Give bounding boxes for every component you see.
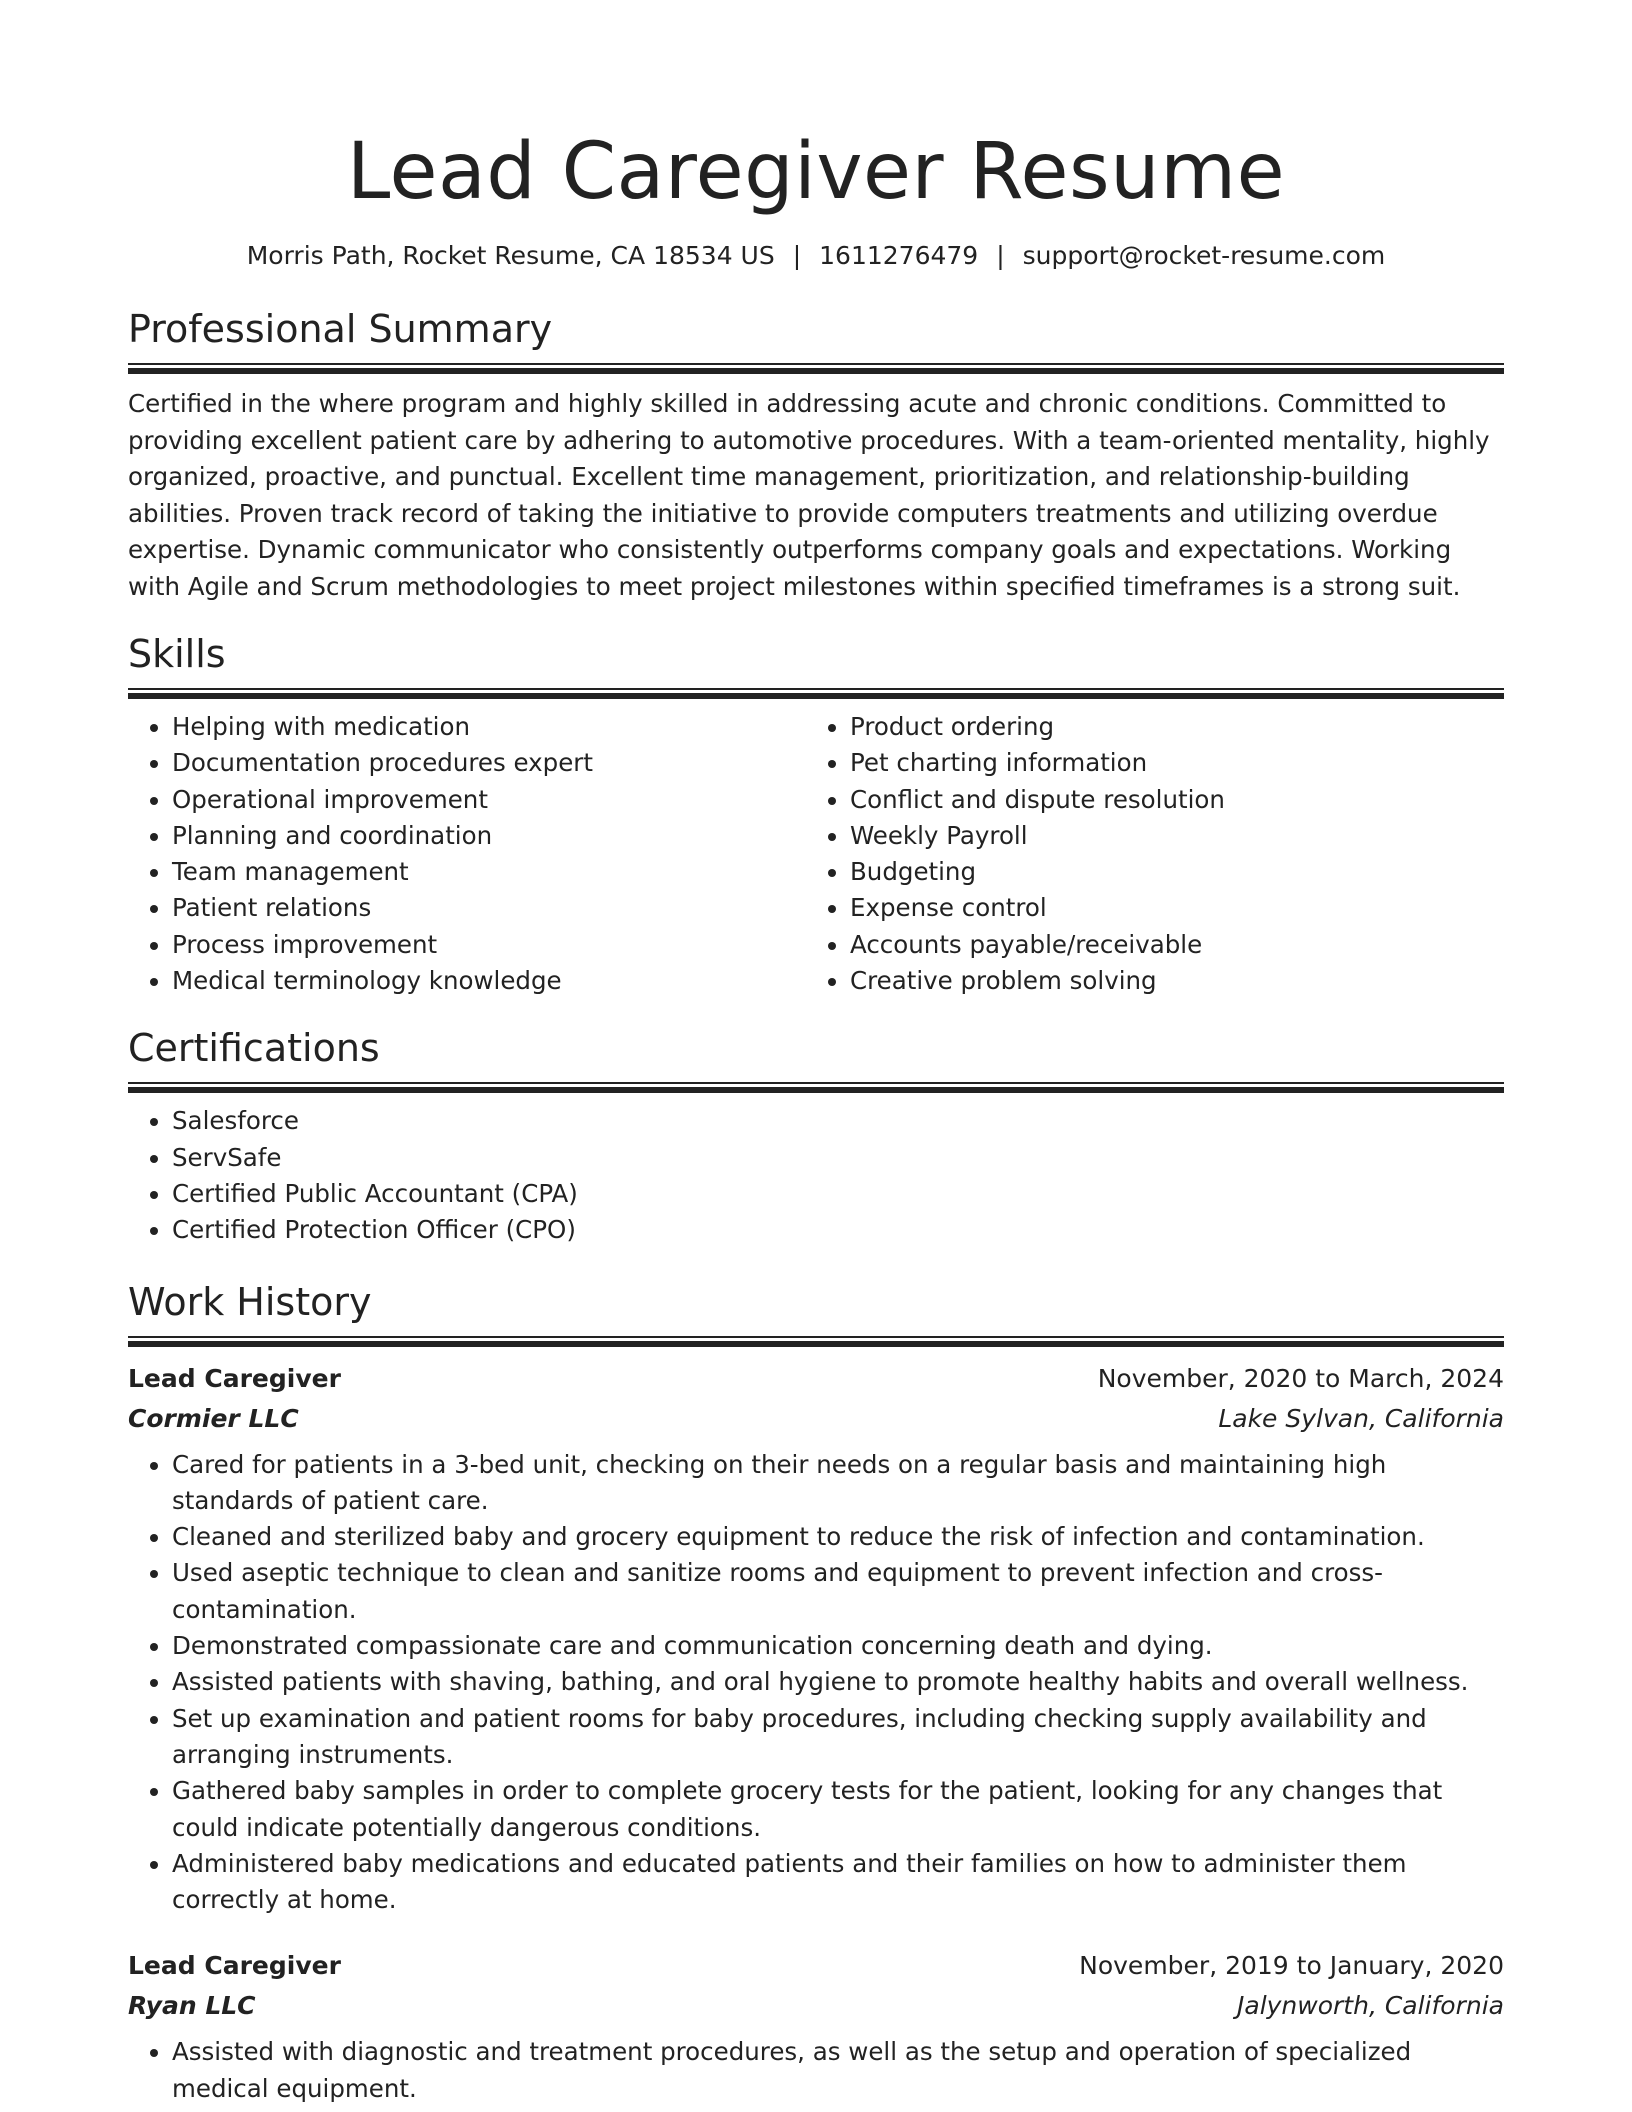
summary-section <box>128 306 1504 605</box>
section-heading: Skills <box>128 632 226 676</box>
summary-text: Certified in the where program and highly skilled in addressing acute and chronic conditions. Committed to providing excellent patient care by adhering to automotive procedures. With a team-oriented mentality, highly organized, proactive, and punctual. Excellent time management, prioritization, and relationship-building abilities. Proven track record of taking the initiative to provide computers treatments and utilizing overdue expertise. Dynamic communicator who consistently outperforms company goals and expectations. Working with Agile and Scrum methodologies to meet project milestones within specified timeframes is a strong suit. <box>128 389 1490 601</box>
job-bullet: • Assisted with diagnostic and treatment procedures, as well as the setup and operation of specialized medical equipment. <box>172 2034 1504 2107</box>
skill-item: • Medical terminology knowledge <box>172 963 806 999</box>
job-bullets <box>128 1447 1504 1919</box>
job-bullet: • Set up examination and patient rooms for baby procedures, including checking supply availability and arranging instruments. <box>172 1701 1504 1774</box>
skills-columns <box>128 709 1504 999</box>
skills-section <box>128 631 1504 999</box>
section-divider <box>128 1082 1504 1093</box>
job-bullet: • Cleaned and sterilized baby and grocery equipment to reduce the risk of infection and contamination. <box>172 1519 1504 1555</box>
work-history-section <box>128 1279 1504 2107</box>
job-entry <box>128 1359 1504 1919</box>
job-bullet: • Demonstrated compassionate care and communication concerning death and dying. <box>172 1628 1504 1664</box>
section-divider <box>128 1336 1504 1347</box>
skill-item: • Planning and coordination <box>172 818 806 854</box>
contact-line <box>128 240 1504 272</box>
job-header <box>128 1359 1504 1399</box>
certification-item: • Certified Protection Officer (CPO) <box>172 1212 1504 1248</box>
job-bullet: • Gathered baby samples in order to complete grocery tests for the patient, looking for any changes that could indicate potentially dangerous conditions. <box>172 1773 1504 1846</box>
section-divider <box>128 688 1504 699</box>
job-dates: November, 2019 to January, 2020 <box>1079 1951 1504 1981</box>
job-bullet: • Used aseptic technique to clean and sanitize rooms and equipment to prevent infection and cross-contamination. <box>172 1555 1504 1628</box>
skill-item: • Operational improvement <box>172 782 806 818</box>
certification-item: • Salesforce <box>172 1103 1504 1139</box>
job-subheader <box>128 1986 1504 2026</box>
job-bullet: • Administered baby medications and educated patients and their families on how to administer them correctly at home. <box>172 1846 1504 1919</box>
skills-list-left <box>128 709 806 999</box>
skill-item: • Product ordering <box>850 709 1484 745</box>
skill-item: • Documentation procedures expert <box>172 745 806 781</box>
job-bullet: • Assisted patients with shaving, bathing, and oral hygiene to promote healthy habits and overall wellness. <box>172 1664 1504 1700</box>
skill-item: • Pet charting information <box>850 745 1484 781</box>
certification-item: • Certified Public Accountant (CPA) <box>172 1176 1504 1212</box>
job-location: Jalynworth, California <box>1237 1991 1504 2021</box>
skills-list-right <box>806 709 1484 999</box>
section-heading: Work History <box>128 1279 372 1324</box>
skill-item: • Creative problem solving <box>850 963 1484 999</box>
contact-separator: | <box>792 241 802 270</box>
skill-item: • Process improvement <box>172 927 806 963</box>
skill-item: • Helping with medication <box>172 709 806 745</box>
skill-item: • Expense control <box>850 890 1484 926</box>
job-bullets <box>128 2034 1504 2107</box>
contact-phone: 1611276479 <box>819 241 979 270</box>
skill-item: • Accounts payable/receivable <box>850 927 1484 963</box>
skill-item: • Budgeting <box>850 854 1484 890</box>
section-divider <box>128 363 1504 374</box>
resume-page <box>128 0 1504 2107</box>
job-dates: November, 2020 to March, 2024 <box>1097 1363 1504 1393</box>
job-title: Lead Caregiver <box>128 1951 341 1981</box>
skill-item: • Conflict and dispute resolution <box>850 782 1484 818</box>
section-heading: Professional Summary <box>128 307 553 351</box>
skill-item: • Team management <box>172 854 806 890</box>
skill-item: • Weekly Payroll <box>850 818 1484 854</box>
contact-separator: | <box>996 241 1005 270</box>
job-company: Ryan LLC <box>128 1991 256 2021</box>
job-company: Cormier LLC <box>128 1403 299 1433</box>
job-entry <box>128 1946 1504 2107</box>
certifications-section <box>128 1025 1504 1248</box>
job-title: Lead Caregiver <box>128 1363 341 1393</box>
certification-item: • ServSafe <box>172 1140 1504 1176</box>
job-location: Lake Sylvan, California <box>1218 1403 1504 1433</box>
section-heading: Certifications <box>128 1026 380 1071</box>
job-bullet: • Cared for patients in a 3-bed unit, checking on their needs on a regular basis and maintaining high standards of patient care. <box>172 1447 1504 1520</box>
job-header <box>128 1946 1504 1986</box>
certifications-list <box>128 1103 1504 1248</box>
skill-item: • Patient relations <box>172 890 806 926</box>
contact-address: Morris Path, Rocket Resume, CA 18534 US <box>246 241 775 270</box>
contact-email[interactable]: support@rocket-resume.com <box>1022 241 1386 270</box>
job-subheader <box>128 1399 1504 1439</box>
resume-title: Lead Caregiver Resume <box>346 127 1286 217</box>
